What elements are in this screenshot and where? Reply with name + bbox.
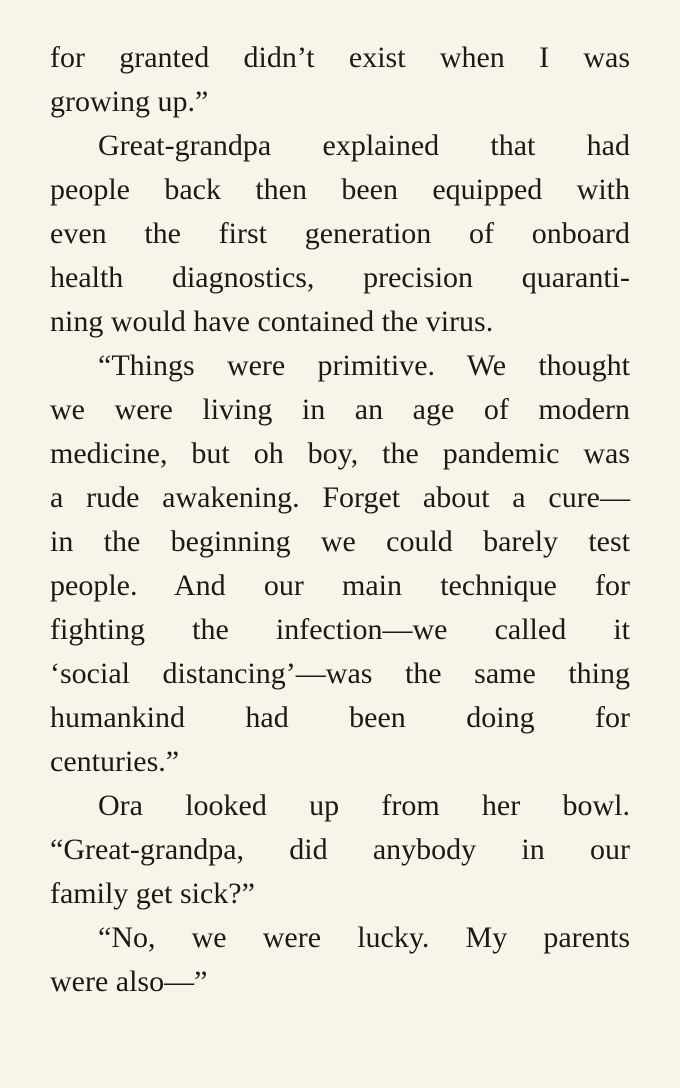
paragraph [50, 124, 630, 344]
text-line: “Things were primitive. We thought [98, 349, 630, 382]
paragraph [50, 36, 630, 124]
text-line: centuries.” [50, 745, 180, 778]
text-line: Ora looked up from her bowl. [98, 789, 630, 822]
text-line: even the first generation of onboard [50, 217, 630, 250]
text-line: Great-grandpa explained that had [98, 129, 630, 162]
text-line: in the beginning we could barely test [50, 525, 630, 558]
text-line: we were living in an age of modern [50, 393, 630, 426]
paragraph [50, 344, 630, 784]
text-line: “Great-grandpa, did anybody in our [50, 833, 630, 866]
text-line: ning would have contained the virus. [50, 305, 494, 338]
text-line: family get sick?” [50, 877, 255, 910]
text-line: a rude awakening. Forget about a cure— [50, 481, 630, 514]
paragraph [50, 784, 630, 916]
text-line: humankind had been doing for [50, 701, 630, 734]
text-line: “No, we were lucky. My parents [98, 921, 630, 954]
text-line: ‘social distancing’—was the same thing [50, 657, 630, 690]
text-line: growing up.” [50, 85, 209, 118]
paragraph [50, 916, 630, 1004]
text-line: people. And our main technique for [50, 569, 630, 602]
text-line: were also—” [50, 965, 208, 998]
text-line: people back then been equipped with [50, 173, 630, 206]
text-line: for granted didn’t exist when I was [50, 41, 630, 74]
text-line: fighting the infection—we called it [50, 613, 630, 646]
text-line: health diagnostics, precision quaranti- [50, 261, 630, 294]
text-line: medicine, but oh boy, the pandemic was [50, 437, 630, 470]
